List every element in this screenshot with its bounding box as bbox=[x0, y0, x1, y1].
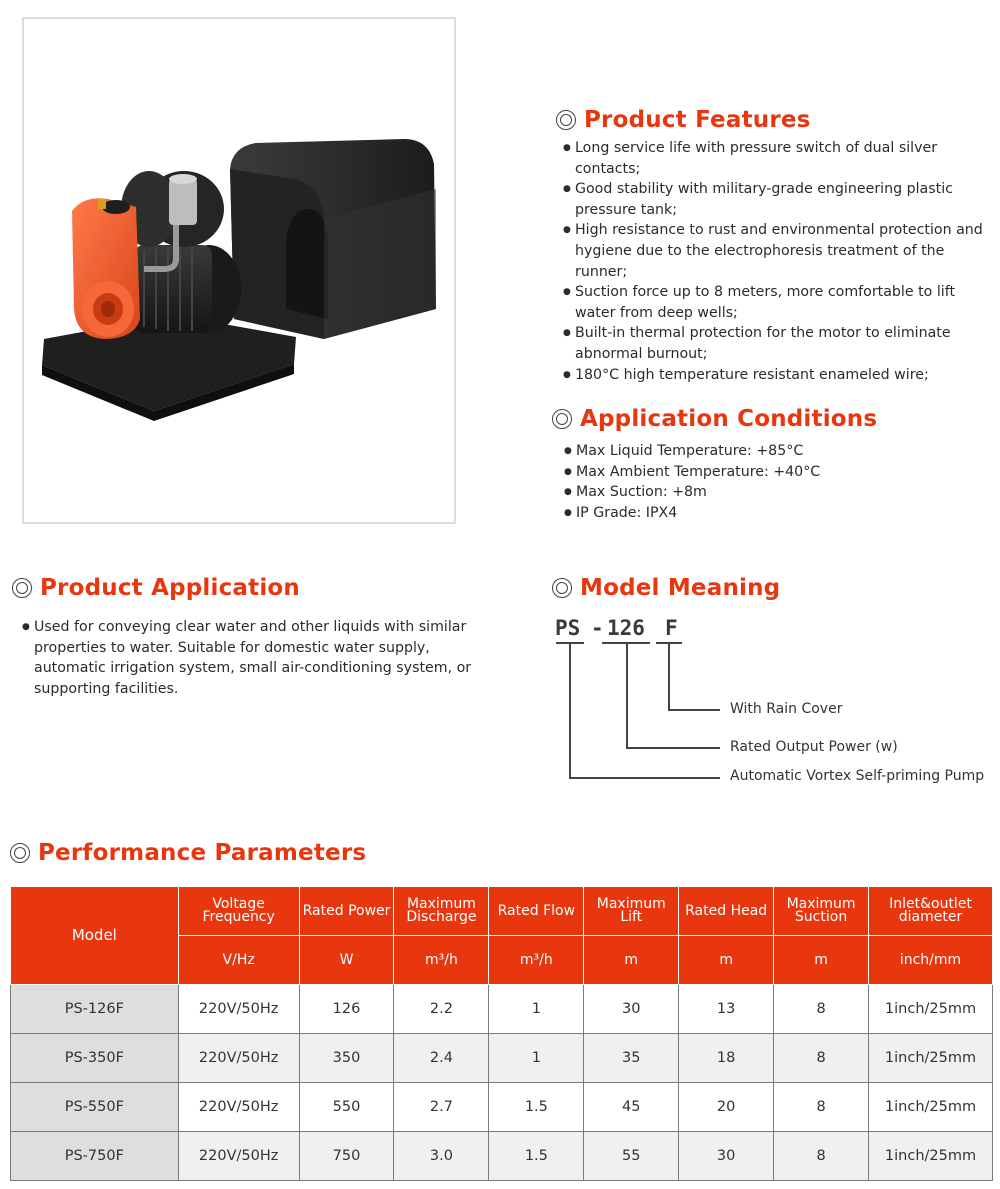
features-title: Product Features bbox=[584, 107, 811, 133]
list-item: ● High resistance to rust and environmental protection and hygiene due to the electrophoresis treatment of the runner; bbox=[563, 220, 983, 282]
label-rain-cover: With Rain Cover bbox=[730, 701, 843, 717]
table-cell-model: PS-350F bbox=[11, 1034, 179, 1083]
table-cell-model: PS-750F bbox=[11, 1132, 179, 1181]
model-code-number: 126 bbox=[607, 616, 645, 640]
table-cell: 55 bbox=[584, 1132, 679, 1181]
double-circle-icon bbox=[10, 843, 30, 863]
model-code-suffix: F bbox=[665, 616, 678, 640]
table-cell: 20 bbox=[679, 1083, 774, 1132]
number-connector bbox=[626, 642, 628, 748]
suffix-connector bbox=[668, 709, 720, 711]
product-image-frame bbox=[22, 17, 456, 524]
table-cell: 550 bbox=[299, 1083, 394, 1132]
table-cell: 220V/50Hz bbox=[178, 1083, 299, 1132]
table-cell: 1.5 bbox=[489, 1132, 584, 1181]
column-header-model: Model bbox=[11, 887, 179, 985]
column-header: Rated Head bbox=[679, 887, 774, 936]
table-cell: 45 bbox=[584, 1083, 679, 1132]
model-code-dash: - bbox=[591, 616, 604, 640]
table-cell: 1inch/25mm bbox=[869, 1083, 993, 1132]
column-header: Rated Power bbox=[299, 887, 394, 936]
unit-header: V/Hz bbox=[178, 936, 299, 985]
table-cell: 18 bbox=[679, 1034, 774, 1083]
performance-table bbox=[10, 886, 993, 1181]
list-item: ● Good stability with military-grade engineering plastic pressure tank; bbox=[563, 179, 983, 220]
double-circle-icon bbox=[12, 578, 32, 598]
list-item: ● Max Suction: +8m bbox=[564, 482, 984, 503]
model-meaning-title: Model Meaning bbox=[580, 575, 781, 601]
features-list bbox=[563, 138, 983, 385]
table-cell: 8 bbox=[774, 1132, 869, 1181]
table-cell: 350 bbox=[299, 1034, 394, 1083]
number-connector bbox=[626, 747, 720, 749]
table-cell: 220V/50Hz bbox=[178, 1132, 299, 1181]
table-cell: 8 bbox=[774, 1034, 869, 1083]
table-cell: 13 bbox=[679, 985, 774, 1034]
list-item: ● 180°C high temperature resistant enameled wire; bbox=[563, 365, 983, 386]
list-item: ● Built-in thermal protection for the motor to eliminate abnormal burnout; bbox=[563, 323, 983, 364]
conditions-heading bbox=[552, 406, 877, 432]
list-item: ● Max Liquid Temperature: +85°C bbox=[564, 441, 984, 462]
performance-title: Performance Parameters bbox=[38, 840, 367, 866]
table-cell: 30 bbox=[584, 985, 679, 1034]
label-rated-output-power: Rated Output Power (w) bbox=[730, 739, 898, 755]
column-header: Voltage Frequency bbox=[178, 887, 299, 936]
unit-header: W bbox=[299, 936, 394, 985]
model-meaning-heading bbox=[552, 575, 780, 601]
unit-header: inch/mm bbox=[869, 936, 993, 985]
pump-product-image bbox=[24, 19, 454, 522]
table-cell: 35 bbox=[584, 1034, 679, 1083]
label-pump-type: Automatic Vortex Self-priming Pump bbox=[730, 768, 985, 784]
prefix-connector bbox=[569, 642, 571, 778]
list-item: ● IP Grade: IPX4 bbox=[564, 503, 984, 524]
column-header: Maximum Discharge bbox=[394, 887, 489, 936]
double-circle-icon bbox=[552, 578, 572, 598]
table-cell: 750 bbox=[299, 1132, 394, 1181]
table-cell: 3.0 bbox=[394, 1132, 489, 1181]
application-heading bbox=[12, 575, 300, 601]
table-cell: 2.2 bbox=[394, 985, 489, 1034]
suffix-connector bbox=[668, 642, 670, 710]
unit-header: m³/h bbox=[489, 936, 584, 985]
features-heading bbox=[556, 107, 811, 133]
double-circle-icon bbox=[556, 110, 576, 130]
application-list bbox=[22, 617, 482, 699]
list-item: ● Long service life with pressure switch of dual silver contacts; bbox=[563, 138, 983, 179]
table-row bbox=[11, 1132, 993, 1181]
unit-header: m bbox=[774, 936, 869, 985]
table-cell: 1inch/25mm bbox=[869, 1132, 993, 1181]
table-cell: 8 bbox=[774, 1083, 869, 1132]
unit-header: m³/h bbox=[394, 936, 489, 985]
table-cell: 2.7 bbox=[394, 1083, 489, 1132]
list-item: ● Max Ambient Temperature: +40°C bbox=[564, 462, 984, 483]
table-row bbox=[11, 1034, 993, 1083]
table-cell: 1inch/25mm bbox=[869, 1034, 993, 1083]
column-header: Inlet&outlet diameter bbox=[869, 887, 993, 936]
table-cell: 1 bbox=[489, 985, 584, 1034]
table-row bbox=[11, 1083, 993, 1132]
conditions-list bbox=[564, 441, 984, 523]
table-cell: 1.5 bbox=[489, 1083, 584, 1132]
table-cell: 220V/50Hz bbox=[178, 1034, 299, 1083]
table-cell-model: PS-550F bbox=[11, 1083, 179, 1132]
prefix-connector bbox=[569, 777, 720, 779]
table-cell: 2.4 bbox=[394, 1034, 489, 1083]
table-cell: 1 bbox=[489, 1034, 584, 1083]
table-cell: 8 bbox=[774, 985, 869, 1034]
list-item: ● Suction force up to 8 meters, more comfortable to lift water from deep wells; bbox=[563, 282, 983, 323]
conditions-title: Application Conditions bbox=[580, 406, 878, 432]
table-row bbox=[11, 985, 993, 1034]
table-cell: 30 bbox=[679, 1132, 774, 1181]
application-title: Product Application bbox=[40, 575, 300, 601]
unit-header: m bbox=[584, 936, 679, 985]
performance-heading bbox=[10, 840, 366, 866]
table-cell: 126 bbox=[299, 985, 394, 1034]
column-header: Rated Flow bbox=[489, 887, 584, 936]
table-cell: 220V/50Hz bbox=[178, 985, 299, 1034]
column-header: Maximum Lift bbox=[584, 887, 679, 936]
unit-header: m bbox=[679, 936, 774, 985]
model-code-prefix: PS bbox=[555, 616, 581, 640]
table-header-row bbox=[11, 887, 993, 936]
column-header: Maximum Suction bbox=[774, 887, 869, 936]
double-circle-icon bbox=[552, 409, 572, 429]
table-cell: 1inch/25mm bbox=[869, 985, 993, 1034]
application-text: ● Used for conveying clear water and other liquids with similar properties to water. Suitable for domestic water supply, automatic irrigation system, small air-conditioning system, or supporting facilities. bbox=[22, 617, 482, 699]
table-cell-model: PS-126F bbox=[11, 985, 179, 1034]
